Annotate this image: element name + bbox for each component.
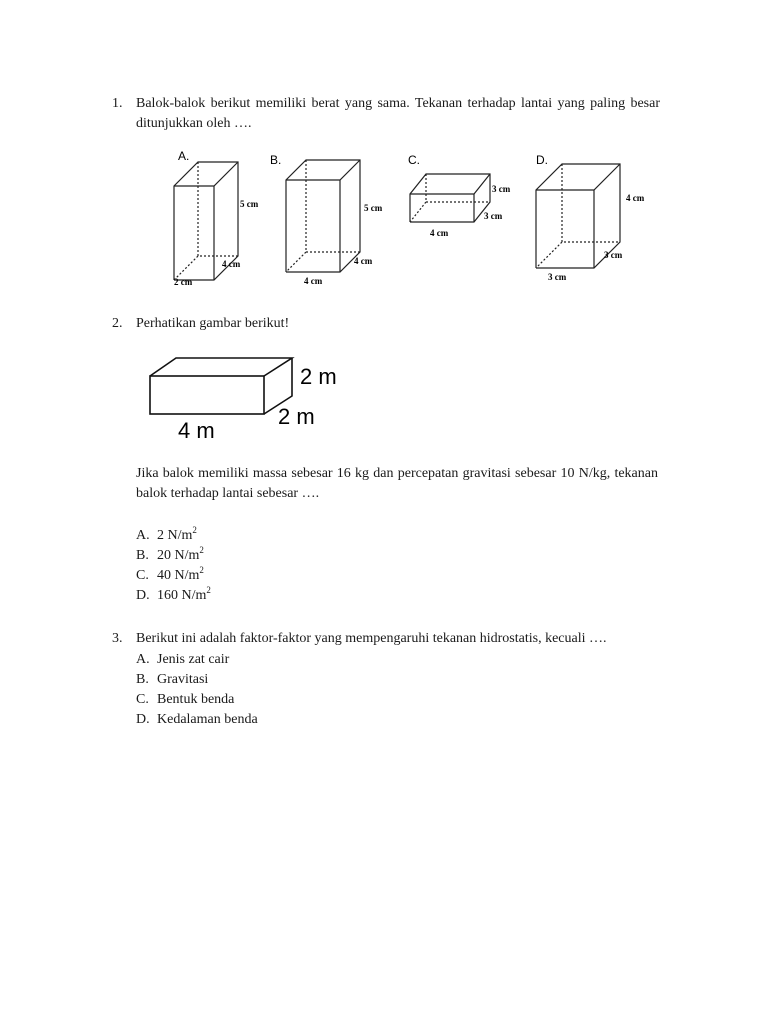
q2-depth-label: 2 m [278,404,315,429]
option-unit-exponent: 2 [192,525,197,535]
box-c-height-label: 3 cm [492,184,511,194]
option-unit: N/m [174,548,200,563]
option-unit-exponent: 2 [199,545,204,555]
question-number: 2. [112,316,123,331]
box-d-width-label: 3 cm [548,272,567,282]
box-c-depth-label: 3 cm [484,211,503,221]
box-b-width-label: 4 cm [304,276,323,286]
option-unit-exponent: 2 [199,565,204,575]
option-text: Jenis zat cair [157,652,230,667]
question-number: 3. [112,631,123,646]
option-unit: N/m [167,528,193,543]
question-text: Perhatikan gambar berikut! [136,316,290,331]
q2-figure [140,350,360,446]
box-a-letter: A. [178,149,190,163]
q1-figure [160,146,670,292]
box-b-depth-label: 4 cm [354,256,373,266]
option-unit-exponent: 2 [206,585,211,595]
option-letter: D. [136,712,150,727]
box-d-height-label: 4 cm [626,193,645,203]
option-unit: N/m [174,568,200,583]
box-d-depth-label: 3 cm [604,250,623,260]
box-a-width-label: 2 cm [174,277,193,287]
question-3 [112,629,660,649]
q2-height-label: 2 m [300,364,337,389]
question-number: 1. [112,96,123,111]
box-c-letter: C. [408,153,420,167]
option-letter: A. [136,652,150,667]
option-value: 160 [157,588,178,603]
q2-paragraph: Jika balok memiliki massa sebesar 16 kg dan percepatan gravitasi sebesar 10 N/kg, tekanan balok terhadap lantai sebesar …. [136,466,658,501]
q2-length-label: 4 m [178,418,215,443]
box-b-letter: B. [270,153,282,167]
box-a-height-label: 5 cm [240,199,259,209]
option-value: 2 [157,528,164,543]
option-text: Gravitasi [157,672,209,687]
box-c-width-label: 4 cm [430,228,449,238]
question-text: Berikut ini adalah faktor-faktor yang mempengaruhi tekanan hidrostatis, kecuali …. [136,631,607,646]
option-letter: C. [136,568,149,583]
option-value: 20 [157,548,171,563]
option-text: Bentuk benda [157,692,235,707]
box-c [410,174,490,222]
option-text: Kedalaman benda [157,712,258,727]
option-letter: A. [136,528,150,543]
box-b-height-label: 5 cm [364,203,383,213]
option-letter: B. [136,672,149,687]
question-text: Balok-balok berikut memiliki berat yang sama. Tekanan terhadap lantai yang paling besar ditunjukkan oleh …. [136,96,660,131]
box-b [286,160,360,272]
box-a-depth-label: 4 cm [222,259,241,269]
option-letter: B. [136,548,149,563]
option-unit: N/m [181,588,207,603]
option-letter: C. [136,692,149,707]
question-1 [112,94,660,134]
option-value: 40 [157,568,171,583]
box-d-letter: D. [536,153,548,167]
option-letter: D. [136,588,150,603]
question-2 [112,314,660,334]
